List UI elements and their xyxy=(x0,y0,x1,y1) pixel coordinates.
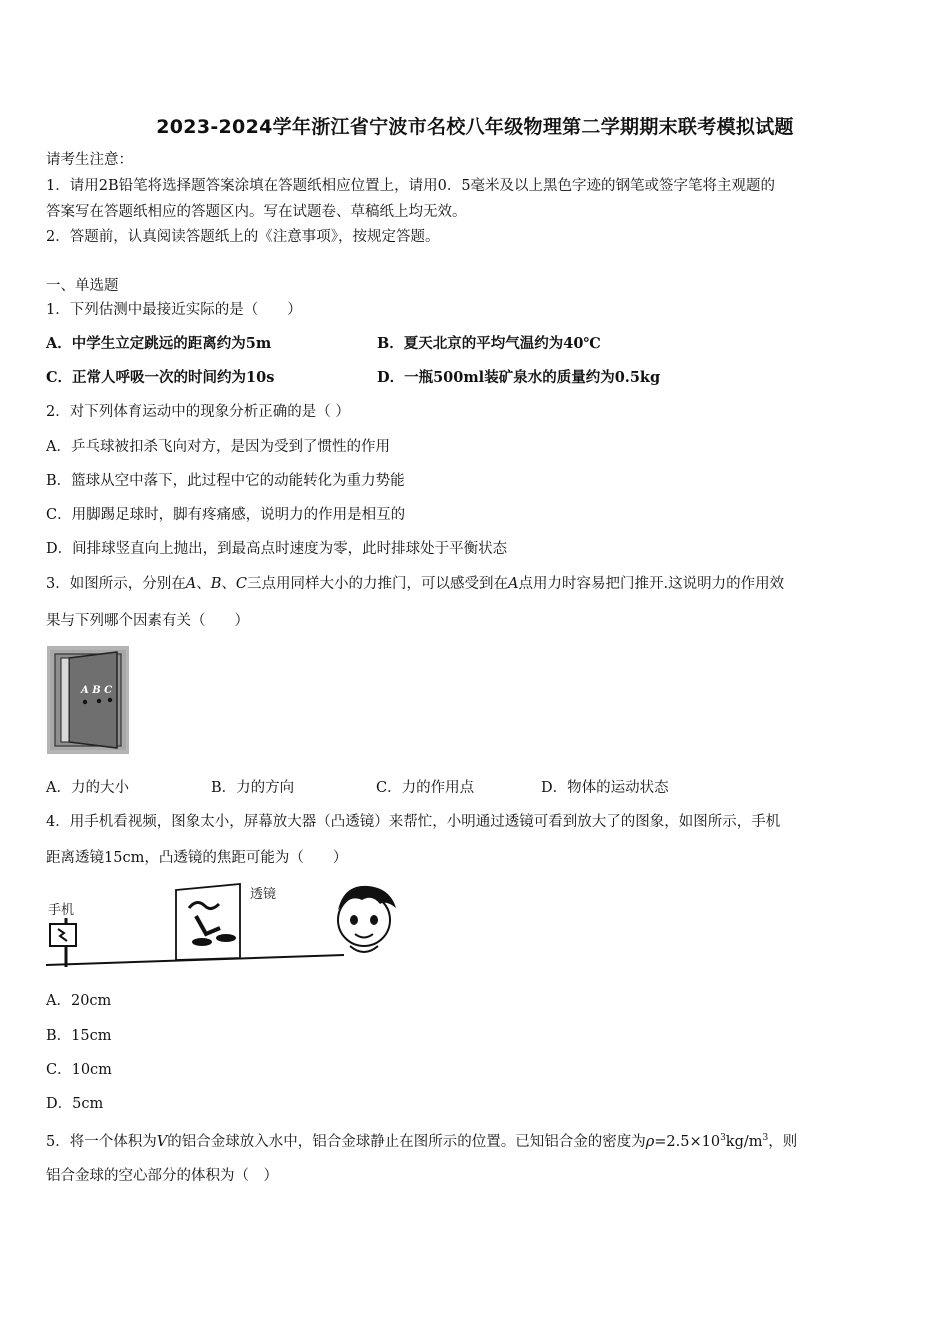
q4-option-c: C．10cm xyxy=(46,1062,112,1078)
door-figure xyxy=(47,646,129,754)
q2-option-d: D．间排球竖直向上抛出，到最高点时速度为零，此时排球处于平衡状态 xyxy=(46,541,508,557)
q3-option-d: D．物体的运动状态 xyxy=(541,780,669,796)
q4-stem-line-2: 距离透镜15cm，凸透镜的焦距可能为（ ） xyxy=(46,850,348,866)
q2-option-a: A．乒乓球被扣杀飞向对方，是因为受到了惯性的作用 xyxy=(46,439,390,455)
notice-line-2: 2．答题前，认真阅读答题纸上的《注意事项》，按规定答题。 xyxy=(46,229,440,245)
q1-stem: 1．下列估测中最接近实际的是（ ） xyxy=(46,302,302,318)
lens-label: 透镜 xyxy=(250,887,277,902)
q2-option-b: B．篮球从空中落下，此过程中它的动能转化为重力势能 xyxy=(46,473,405,489)
notice-line-1a: 1．请用2B铅笔将选择题答案涂填在答题纸相应位置上，请用0．5毫米及以上黑色字迹的钢笔或签字笔将主观题的 xyxy=(46,178,776,194)
q1-option-c: C．正常人呼吸一次的时间约为10s xyxy=(46,369,275,386)
q3-option-b: B．力的方向 xyxy=(211,780,295,796)
q3-option-a: A．力的大小 xyxy=(46,780,129,796)
q3-option-c: C．力的作用点 xyxy=(376,780,475,796)
q1-option-d: D．一瓶500ml装矿泉水的质量约为0.5kg xyxy=(377,369,661,386)
door-point-labels: A B C xyxy=(81,685,113,696)
q3-stem-line-2: 果与下列哪个因素有关（ ） xyxy=(46,613,249,629)
q1-option-b: B．夏天北京的平均气温约为40℃ xyxy=(377,335,601,352)
q4-option-a: A．20cm xyxy=(46,993,112,1009)
q4-option-b: B．15cm xyxy=(46,1028,112,1044)
notice-line-1b: 答案写在答题纸相应的答题区内。写在试题卷、草稿纸上均无效。 xyxy=(46,204,467,220)
page-title: 2023-2024学年浙江省宁波市名校八年级物理第二学期期末联考模拟试题 xyxy=(156,116,794,138)
q4-stem-line-1: 4．用手机看视频，图象太小，屏幕放大器（凸透镜）来帮忙，小明通过透镜可看到放大了的图象，如图所示，手机 xyxy=(46,814,781,830)
q5-stem-line-1: 5．将一个体积为V的铝合金球放入水中，铝合金球静止在图所示的位置。已知铝合金的密度为$\rho=2.5\times 10^3kg/m^3$，则 xyxy=(46,1133,798,1150)
phone-label: 手机 xyxy=(48,903,75,918)
lens-figure xyxy=(44,880,400,972)
q3-stem-line-1: 3．如图所示，分别在A、B、C三点用同样大小的力推门，可以感受到在A点用力时容易把门推开.这说明力的作用效 xyxy=(46,576,785,592)
q1-option-a: A．中学生立定跳远的距离约为5m xyxy=(46,335,272,352)
q4-option-d: D．5cm xyxy=(46,1096,104,1112)
section-heading: 一、单选题 xyxy=(46,278,119,294)
q2-stem: 2．对下列体育运动中的现象分析正确的是（ ） xyxy=(46,404,350,420)
notice-heading: 请考生注意： xyxy=(46,152,133,168)
q2-option-c: C．用脚踢足球时，脚有疼痛感，说明力的作用是相互的 xyxy=(46,507,406,523)
q5-stem-line-2: 铝合金球的空心部分的体积为（ ） xyxy=(46,1168,278,1184)
